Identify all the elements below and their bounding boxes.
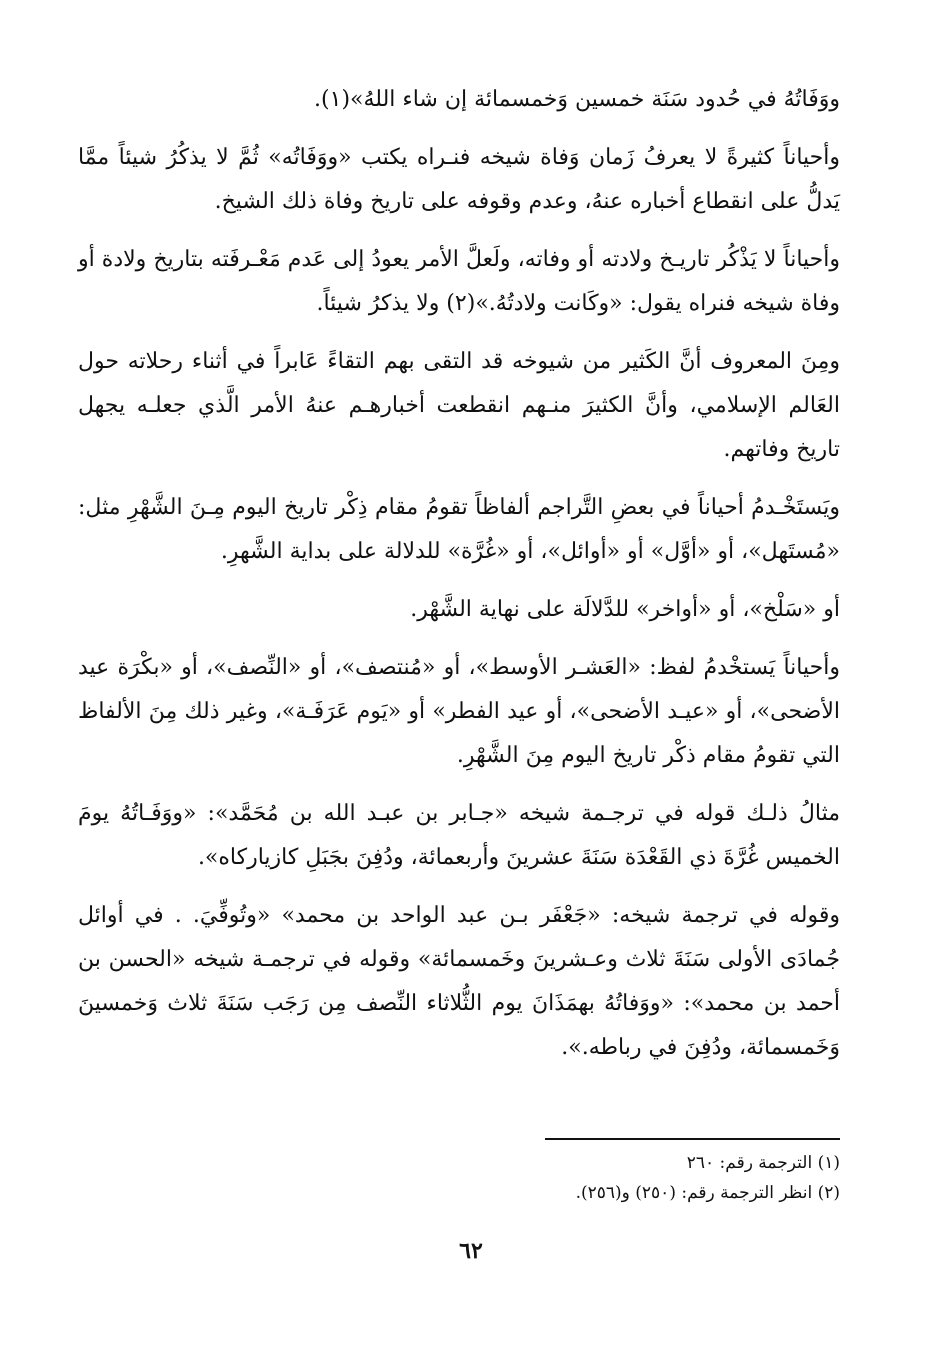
main-text <box>78 78 840 1084</box>
footnotes <box>78 1148 840 1208</box>
paragraph-4: ومِنَ المعروف أنَّ الكَثير من شيوخه قد التقى بهم التقاءً عَابراً في أثناء رحلاته حول العَالم الإسلامي، وأنَّ الكثيرَ منـهم انقطعت أخبارهـم عنهُ الأمر الَّذي جعلـه يجهل تاريخ وفاتهم. <box>78 349 840 462</box>
paragraph-2: وأحياناً كثيرةً لا يعرفُ زَمان وَفاة شيخه فنـراه يكتب «ووَفَاتُه» ثُمَّ لا يذكُرُ شيئاً ممَّا يَدلُّ على انقطاع أخباره عنهُ، وعدم وقوفه على تاريخ وفاة ذلك الشيخ. <box>78 145 840 214</box>
footnote-divider <box>545 1138 840 1140</box>
paragraph-3: وأحياناً لا يَذْكُر تاريـخ ولادته أو وفاته، ولَعلَّ الأمر يعودُ إلى عَدم مَعْـرفَته بتاريخ ولادة أو وفاة شيخه فنراه يقول: «وكَانت ولادتُهُ.»(٢) ولا يذكرُ شيئاً. <box>78 247 840 316</box>
paragraph-5: ويَستَخْـدمُ أحياناً في بعضِ التَّراجم ألفاظاً تقومُ مقام ذِكْر تاريخ اليوم مِـنَ الشَّهْرِ مثل: «مُستَهل»، أو «أوَّل» أو «أوائل»، أو «غُرَّة» للدلالة على بداية الشَّهرِ. <box>78 495 840 564</box>
paragraph-7: وأحياناً يَستخْدمُ لفظ: «العَشـر الأوسط»، أو «مُنتصف»، أو «النِّصف»، أو «بكْرَة عيد الأضحى»، أو «عيـد الأضحى»، أو عيد الفطر» أو «يَوم عَرَفَـة»، وغير ذلك مِنَ الألفاظ التي تقومُ مقام ذكْر تاريخ اليوم مِنَ الشَّهْرِ. <box>78 655 840 768</box>
paragraph-1: ووَفَاتُهُ في حُدود سَنَة خمسين وَخمسمائة إن شاء اللهُ»(١). <box>314 87 840 112</box>
page-number: ٦٢ <box>459 1238 483 1264</box>
paragraph-6: أو «سَلْخ»، أو «أواخر» للدَّلالَة على نهاية الشَّهْر. <box>410 597 840 622</box>
footnote-2: (٢) انظر الترجمة رقم: (٢٥٠) و(٢٥٦). <box>575 1183 840 1203</box>
footnote-1: (١) الترجمة رقم: ٢٦٠ <box>686 1153 840 1173</box>
paragraph-8: مثالُ ذلـك قوله في ترجـمة شيخه «جـابر بن عبـد الله بن مُحَمَّد»: «ووَفَـاتُهُ يومَ الخميس غُرَّةَ ذي القَعْدَة سَنَةَ عشرينَ وأربعمائة، ودُفِنَ بجَبَلِ كازياركاه». <box>78 801 840 870</box>
paragraph-9: وقوله في ترجمة شيخه: «جَعْفَر بـن عبد الواحد بن محمد» «وتُوفِّيَ. . في أوائل جُمادَى الأولى سَنَةَ ثلاث وعـشرينَ وخَمسمائة» وقوله في ترجمـة شيخه «الحسن بن أحمد بن محمد»: «ووَفاتُهُ بهمَذَانَ يوم الثُّلاثاء النِّصف مِن رَجَب سَنَةَ ثلاث وَخمسينَ وَخَمسمائة، ودُفِنَ في رباطه.». <box>78 903 840 1060</box>
